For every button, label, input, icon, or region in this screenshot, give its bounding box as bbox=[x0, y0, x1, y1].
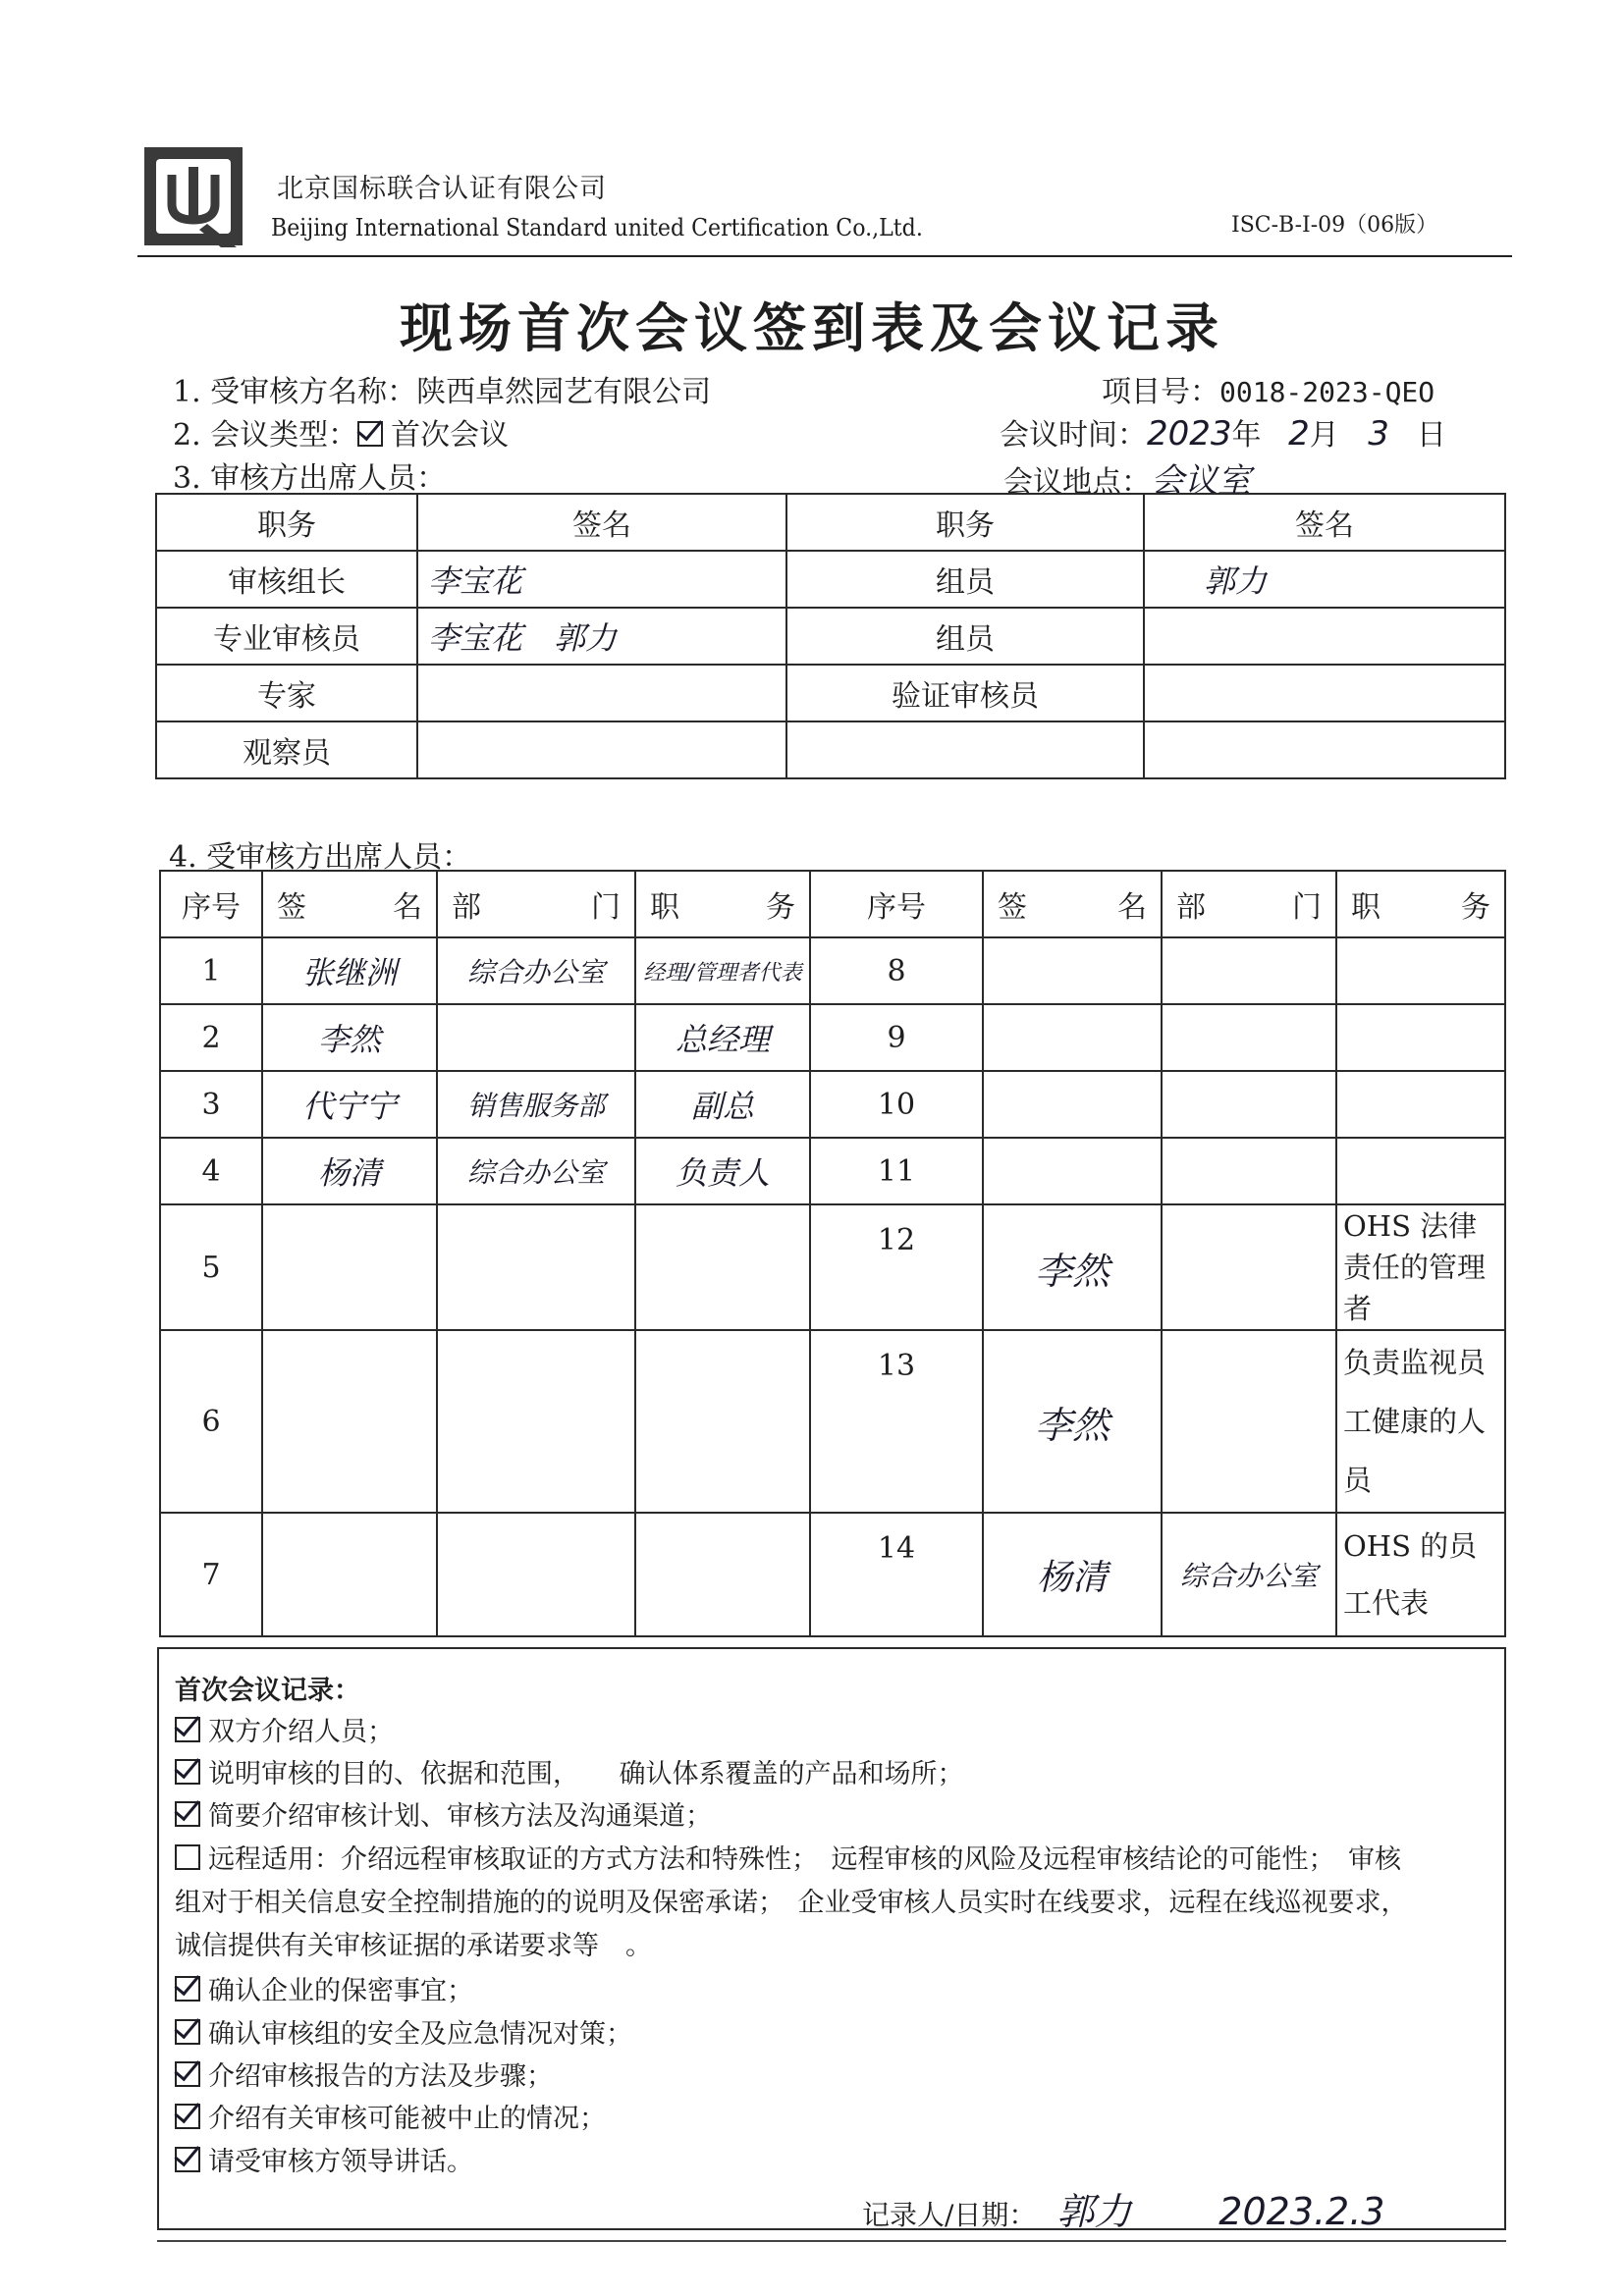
department-cell bbox=[437, 1513, 635, 1636]
audit-team-table bbox=[155, 493, 1506, 779]
notes-item: 请受审核方领导讲话。 bbox=[175, 2140, 473, 2178]
meeting-month: 2 bbox=[1288, 414, 1310, 454]
department-cell bbox=[1162, 1071, 1336, 1138]
signature-cell bbox=[262, 1204, 437, 1330]
signature-cell bbox=[983, 937, 1162, 1004]
meeting-year: 2023 bbox=[1147, 414, 1232, 454]
signature-cell: 杨清 bbox=[262, 1138, 437, 1204]
row-number: 3 bbox=[160, 1071, 262, 1138]
header-duty: 职 务 bbox=[1336, 871, 1505, 937]
role-cell: 专家 bbox=[156, 665, 417, 721]
header-department: 部 门 bbox=[437, 871, 635, 937]
row-number: 14 bbox=[810, 1513, 983, 1636]
auditee-label: 1. 受审核方名称： bbox=[173, 375, 417, 409]
notes-item-continued: 诚信提供有关审核证据的承诺要求等 。 bbox=[175, 1931, 652, 1961]
notes-item: 介绍审核报告的方法及步骤； bbox=[175, 2055, 553, 2093]
project-label: 项目号： bbox=[1102, 375, 1219, 409]
table-row bbox=[156, 551, 1505, 608]
signature-cell bbox=[983, 1071, 1162, 1138]
checkbox bbox=[175, 2104, 200, 2129]
header-number: 序号 bbox=[160, 871, 262, 937]
signature-cell: 代宁宁 bbox=[262, 1071, 437, 1138]
meeting-day: 3 bbox=[1368, 414, 1389, 454]
notes-item: 远程适用：介绍远程审核取证的方式方法和特殊性； 远程审核的风险及远程审核结论的可能性； 审核 bbox=[175, 1838, 1401, 1876]
header-sign: 签名 bbox=[1144, 494, 1505, 551]
department-cell bbox=[437, 1004, 635, 1071]
header-sign: 签 名 bbox=[983, 871, 1162, 937]
signature-cell: 李宝花 bbox=[417, 551, 786, 608]
duty-cell bbox=[1336, 1071, 1505, 1138]
row-number: 5 bbox=[160, 1204, 262, 1330]
header-role: 职务 bbox=[786, 494, 1144, 551]
duty-cell bbox=[635, 1513, 810, 1636]
row-number: 11 bbox=[810, 1138, 983, 1204]
signature-cell: 李然 bbox=[983, 1204, 1162, 1330]
meeting-place-value: 会议室 bbox=[1151, 461, 1251, 501]
row-number: 4 bbox=[160, 1138, 262, 1204]
checkbox bbox=[175, 1717, 200, 1742]
signature-cell: 杨清 bbox=[983, 1513, 1162, 1636]
checkbox bbox=[175, 1976, 200, 2002]
duty-cell: 副总 bbox=[635, 1071, 810, 1138]
department-cell bbox=[1162, 1138, 1336, 1204]
duty-cell bbox=[1336, 937, 1505, 1004]
department-cell bbox=[1162, 1004, 1336, 1071]
meeting-time-label: 会议时间： bbox=[1000, 418, 1147, 453]
signature-cell bbox=[983, 1004, 1162, 1071]
checkbox bbox=[175, 2147, 200, 2172]
attendees-table bbox=[159, 870, 1506, 1637]
role-cell: 专业审核员 bbox=[156, 608, 417, 665]
header-sign: 签名 bbox=[417, 494, 786, 551]
auditee-value: 陕西卓然园艺有限公司 bbox=[416, 375, 712, 409]
document-code: ISC-B-I-09（06版） bbox=[1231, 213, 1438, 238]
signature-cell bbox=[1144, 721, 1505, 778]
day-unit: 日 bbox=[1416, 418, 1446, 453]
row-number: 10 bbox=[810, 1071, 983, 1138]
signature-cell bbox=[983, 1138, 1162, 1204]
header-duty: 职 务 bbox=[635, 871, 810, 937]
table-row bbox=[160, 1330, 1505, 1513]
duty-cell bbox=[635, 1204, 810, 1330]
notes-title: 首次会议记录： bbox=[175, 1676, 360, 1706]
company-logo bbox=[142, 145, 244, 249]
notes-item: 双方介绍人员； bbox=[175, 1710, 394, 1748]
signature-cell: 郭力 bbox=[1144, 551, 1505, 608]
duty-cell bbox=[1336, 1004, 1505, 1071]
duty-cell: 负责人 bbox=[635, 1138, 810, 1204]
row-number: 1 bbox=[160, 937, 262, 1004]
table-row bbox=[156, 665, 1505, 721]
duty-cell: 经理/管理者代表 bbox=[635, 937, 810, 1004]
signature-cell bbox=[262, 1513, 437, 1636]
project-number-row bbox=[1102, 367, 1435, 410]
table-row bbox=[160, 1138, 1505, 1204]
role-cell: 审核组长 bbox=[156, 551, 417, 608]
row-number: 2 bbox=[160, 1004, 262, 1071]
meeting-time-row bbox=[1000, 410, 1446, 454]
attendees-header-row bbox=[160, 871, 1505, 937]
duty-cell bbox=[635, 1330, 810, 1513]
table-row bbox=[160, 1513, 1505, 1636]
notes-item: 介绍有关审核可能被中止的情况； bbox=[175, 2097, 606, 2135]
audit-team-header-row bbox=[156, 494, 1505, 551]
meeting-type-checkbox bbox=[357, 421, 383, 447]
role-cell bbox=[786, 721, 1144, 778]
month-unit: 月 bbox=[1309, 418, 1339, 453]
header-divider bbox=[137, 255, 1512, 257]
table-row bbox=[160, 1204, 1505, 1330]
duty-cell bbox=[1336, 1138, 1505, 1204]
role-cell: 组员 bbox=[786, 608, 1144, 665]
checkbox bbox=[175, 1759, 200, 1785]
row-number: 8 bbox=[810, 937, 983, 1004]
duty-cell: OHS 法律责任的管理者 bbox=[1336, 1204, 1505, 1330]
bottom-divider bbox=[157, 2240, 1506, 2242]
company-name-en: Beijing International Standard united Certification Co.,Ltd. bbox=[271, 214, 923, 241]
department-cell: 销售服务部 bbox=[437, 1071, 635, 1138]
meeting-type-value: 首次会议 bbox=[391, 418, 510, 453]
signature-cell: 李宝花 郭力 bbox=[417, 608, 786, 665]
company-name-cn: 北京国标联合认证有限公司 bbox=[277, 174, 607, 204]
notes-item-continued: 组对于相关信息安全控制措施的的说明及保密承诺； 企业受审核人员实时在线要求，远程在线巡视要求， bbox=[175, 1888, 1408, 1918]
department-cell bbox=[1162, 1330, 1336, 1513]
department-cell: 综合办公室 bbox=[1162, 1513, 1336, 1636]
department-cell bbox=[1162, 937, 1336, 1004]
signature-cell: 李然 bbox=[983, 1330, 1162, 1513]
role-cell: 观察员 bbox=[156, 721, 417, 778]
signature-cell bbox=[262, 1330, 437, 1513]
duty-cell: 总经理 bbox=[635, 1004, 810, 1071]
signature-cell bbox=[1144, 608, 1505, 665]
recorder-signature: 郭力 bbox=[1056, 2190, 1132, 2233]
row-number: 6 bbox=[160, 1330, 262, 1513]
department-cell bbox=[437, 1330, 635, 1513]
department-cell: 综合办公室 bbox=[437, 1138, 635, 1204]
checkbox bbox=[175, 2061, 200, 2087]
checkbox bbox=[175, 1801, 200, 1827]
year-unit: 年 bbox=[1231, 418, 1262, 453]
auditors-label: 3. 审核方出席人员： bbox=[173, 461, 447, 496]
header-sign: 签 名 bbox=[262, 871, 437, 937]
header-role: 职务 bbox=[156, 494, 417, 551]
table-row bbox=[160, 1071, 1505, 1138]
role-cell: 验证审核员 bbox=[786, 665, 1144, 721]
header-number: 序号 bbox=[810, 871, 983, 937]
signature-cell bbox=[417, 721, 786, 778]
meeting-type-label: 2. 会议类型： bbox=[173, 418, 358, 453]
row-number: 13 bbox=[810, 1330, 983, 1513]
page-title: 现场首次会议签到表及会议记录 bbox=[400, 297, 1224, 359]
row-number: 7 bbox=[160, 1513, 262, 1636]
notes-item: 说明审核的目的、依据和范围， 确认体系覆盖的产品和场所； bbox=[175, 1752, 964, 1790]
checkbox bbox=[175, 1844, 200, 1870]
row-number: 12 bbox=[810, 1204, 983, 1330]
meeting-place-label: 会议地点： bbox=[1003, 465, 1151, 500]
meeting-type-row bbox=[173, 410, 509, 454]
table-row bbox=[160, 937, 1505, 1004]
table-row bbox=[156, 608, 1505, 665]
signature-cell: 李然 bbox=[262, 1004, 437, 1071]
checkbox bbox=[175, 2019, 200, 2045]
role-cell: 组员 bbox=[786, 551, 1144, 608]
notes-item: 简要介绍审核计划、审核方法及沟通渠道； bbox=[175, 1794, 712, 1833]
department-cell: 综合办公室 bbox=[437, 937, 635, 1004]
recorder-date: 2023.2.3 bbox=[1218, 2190, 1385, 2233]
signature-cell: 张继洲 bbox=[262, 937, 437, 1004]
department-cell bbox=[1162, 1204, 1336, 1330]
duty-cell: 负责监视员工健康的人员 bbox=[1336, 1330, 1505, 1513]
recorder-row bbox=[862, 2181, 1384, 2235]
table-row bbox=[160, 1004, 1505, 1071]
table-row bbox=[156, 721, 1505, 778]
signature-cell bbox=[417, 665, 786, 721]
auditee-name-row bbox=[173, 367, 711, 410]
project-value: 0018-2023-QEO bbox=[1219, 376, 1435, 408]
department-cell bbox=[437, 1204, 635, 1330]
row-number: 9 bbox=[810, 1004, 983, 1071]
notes-item: 确认审核组的安全及应急情况对策； bbox=[175, 2012, 632, 2051]
signature-cell bbox=[1144, 665, 1505, 721]
notes-item: 确认企业的保密事宜； bbox=[175, 1969, 473, 2007]
duty-cell: OHS 的员工代表 bbox=[1336, 1513, 1505, 1636]
header-department: 部 门 bbox=[1162, 871, 1336, 937]
auditee-attendees-label: 4. 受审核方出席人员： bbox=[169, 840, 472, 875]
recorder-label: 记录人/日期： bbox=[862, 2199, 1037, 2231]
